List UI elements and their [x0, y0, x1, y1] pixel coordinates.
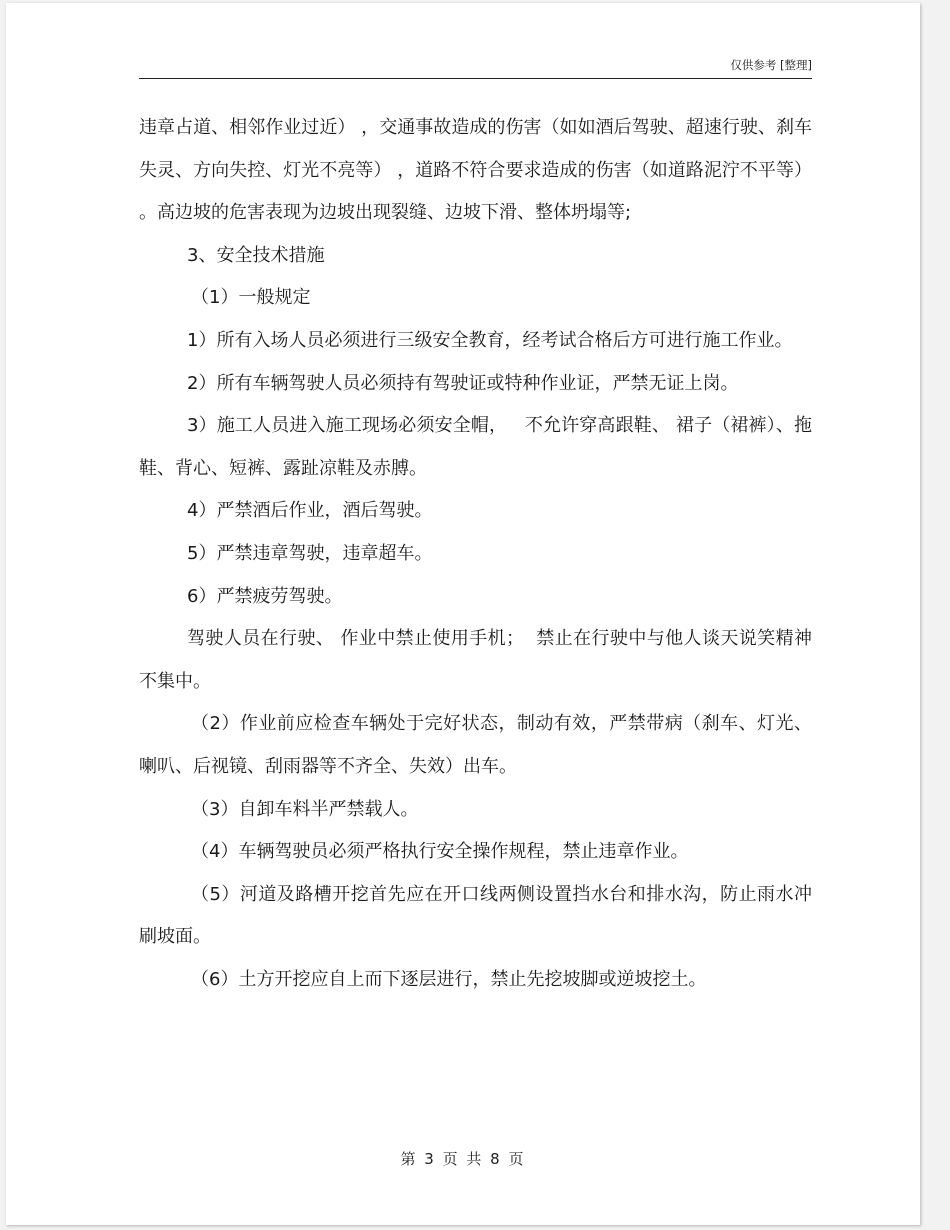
list-item: 3）施工人员进入施工现场必须安全帽， 不允许穿高跟鞋、 裙子（裙裤）、拖鞋、背心、短裤、露趾凉鞋及赤膊。 [139, 415, 812, 479]
paragraph-continuation: 违章占道、相邻作业过近） ，交通事故造成的伤害（如如酒后驾驶、超速行驶、刹车失灵、方向失控、灯光不亮等） ，道路不符合要求造成的伤害（如道路泥泞不平等） 。高边坡的危害表现为边坡出现裂缝、边坡下滑、整体坍塌等; [139, 117, 818, 224]
paragraph: 驾驶人员在行驶、 作业中禁止使用手机； 禁止在行驶中与他人谈天说笑精神不集中。 [139, 628, 812, 692]
list-item: 2）所有车辆驾驶人员必须持有驾驶证或特种作业证，严禁无证上岗。 [187, 372, 739, 394]
numbered-item: （3）自卸车料半严禁载人。 [191, 798, 419, 820]
page-footer: 第 3 页 共 8 页 [400, 1150, 526, 1168]
document-body [139, 107, 818, 1001]
numbered-item: （5）河道及路槽开挖首先应在开口线两侧设置挡水台和排水沟，防止雨水冲刷坡面。 [139, 883, 812, 948]
list-item: 6）严禁疲劳驾驶。 [187, 585, 343, 607]
document-page [6, 3, 920, 1225]
page-header [139, 58, 812, 79]
numbered-item: （6）土方开挖应自上而下逐层进行，禁止先挖坡脚或逆坡挖土。 [191, 968, 707, 990]
numbered-item: （2）作业前应检查车辆处于完好状态，制动有效，严禁带病（刹车、灯光、喇叭、后视镜、刮雨器等不齐全、失效）出车。 [139, 713, 812, 777]
numbered-item: （4）车辆驾驶员必须严格执行安全操作规程，禁止违章作业。 [191, 841, 689, 863]
header-text: 仅供参考 [整理] [730, 58, 812, 72]
section-heading: 3、安全技术措施 [187, 244, 325, 266]
list-item: 5）严禁违章驾驶，违章超车。 [187, 542, 433, 564]
subsection-heading: （1）一般规定 [191, 287, 311, 309]
list-item: 4）严禁酒后作业，酒后驾驶。 [187, 500, 433, 522]
list-item: 1）所有入场人员必须进行三级安全教育，经考试合格后方可进行施工作业。 [187, 329, 793, 351]
